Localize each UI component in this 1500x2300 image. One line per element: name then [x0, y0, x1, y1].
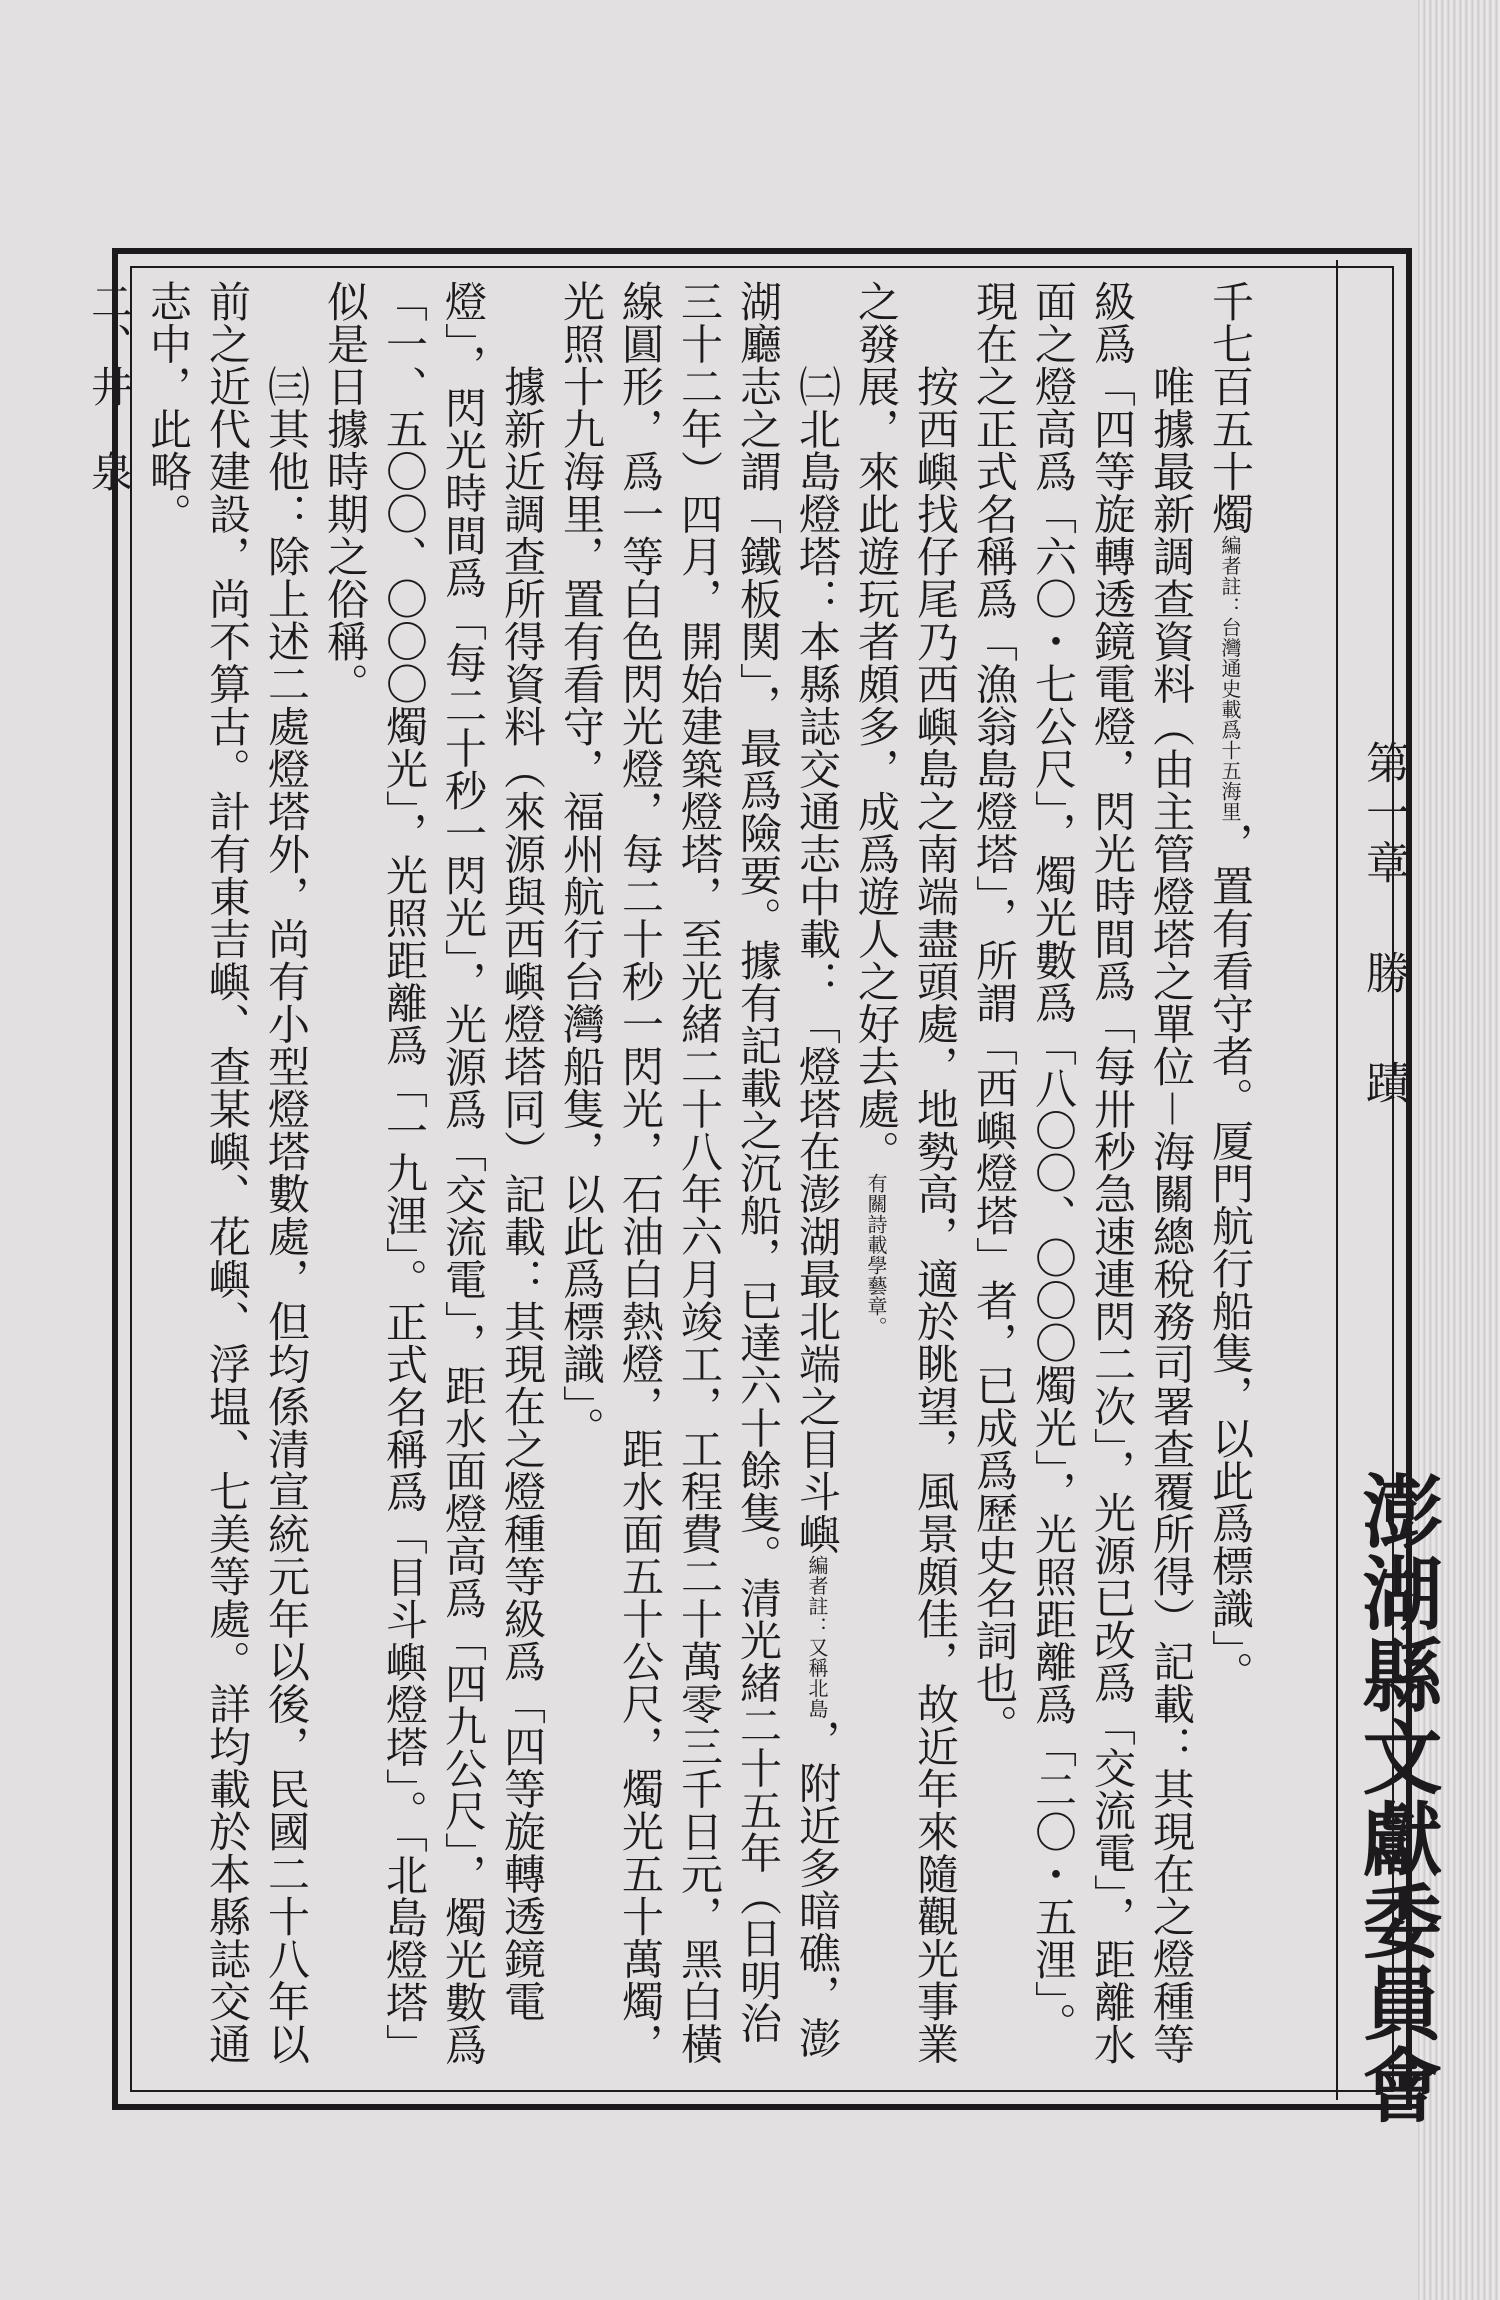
- section-name: 勝: [1358, 950, 1409, 1000]
- body-text: [85, 280, 1260, 2080]
- publisher-name: 澎湖縣文獻委員會: [1349, 1470, 1443, 2126]
- text-column: 按西嶼找仔尾乃西嶼島之南端盡頭處，地勢高，適於眺望，風景頗佳，故近年來隨觀光事業之發展，來此遊玩者頗多，成爲遊人之好去處。有關詩載學藝章。: [852, 280, 960, 2065]
- editor-note: 有關詩載學藝章。: [864, 1172, 888, 1337]
- section-name-2: 蹟: [1358, 1060, 1409, 1110]
- text-column: ㈡北島燈塔：本縣誌交通志中載：「燈塔在澎湖最北端之目斗嶼編者註：又稱北島，附近多暗礁，澎湖廳志之謂「鐵板関」，最爲險要。據有記載之沉船，已達六十餘隻。清光緒二十五年（日明治三十二年）四月，開始建築燈塔，至光緒二十八年六月竣工，工程費二十萬零三千日元，黑白橫線圓形，爲一等白色閃光燈，每二十秒一閃光，石油白熱燈，距水面五十公尺，燭光五十萬燭，光照十九海里，置有看守，福州航行台灣船隻，以此爲標識」。: [557, 280, 842, 2065]
- text-column: 唯據最新調查資料（由主管燈塔之單位－海關總稅務司署查覆所得）記載：其現在之燈種等級爲「四等旋轉透鏡電燈，閃光時間爲「每卅秒急速連閃二次」，光源已改爲「交流電」，距離水面之燈高爲「六〇・七公尺」，燭光數爲「八〇〇、〇〇〇燭光」，光照距離爲「二〇・五浬」。現在之正式名稱爲「漁翁島燈塔」，所謂「西嶼燈塔」者，已成爲歷史名詞也。: [970, 280, 1196, 2066]
- text-column: 千七百五十燭編者註：台灣通史載爲十五海里，置有看守者。厦門航行船隻，以此爲標識」。: [1206, 280, 1255, 1694]
- editor-note: 編者註：又稱北島: [805, 1555, 829, 1719]
- text-column: 據新近調查所得資料（來源與西嶼燈塔同）記載：其現在之燈種等級爲「四等旋轉透鏡電燈」，閃光時間爲「每二十秒一閃光」，光源爲「交流電」，距水面燈高爲「四九公尺」，燭光數爲「一、五〇〇、〇〇〇燭光」，光照距離爲「一九浬」。正式名稱爲「目斗嶼燈塔」。「北島燈塔」似是日據時期之俗稱。: [321, 280, 547, 2066]
- section-heading: 二、井 泉: [85, 280, 134, 493]
- editor-note: 編者註：台灣通史載爲十五海里: [1218, 535, 1242, 822]
- text-column: ㈢其他：除上述二處燈塔外，尚有小型燈塔數處，但均係清宣統元年以後，民國二十八年以前之近代建設，尚不算古。計有東吉嶼、查某嶼、花嶼、浮塭、七美等處。詳均載於本縣誌交通志中，此略。: [144, 280, 311, 2065]
- chapter-number: 第一章: [1358, 740, 1409, 890]
- chapter-heading: [1348, 740, 1418, 1110]
